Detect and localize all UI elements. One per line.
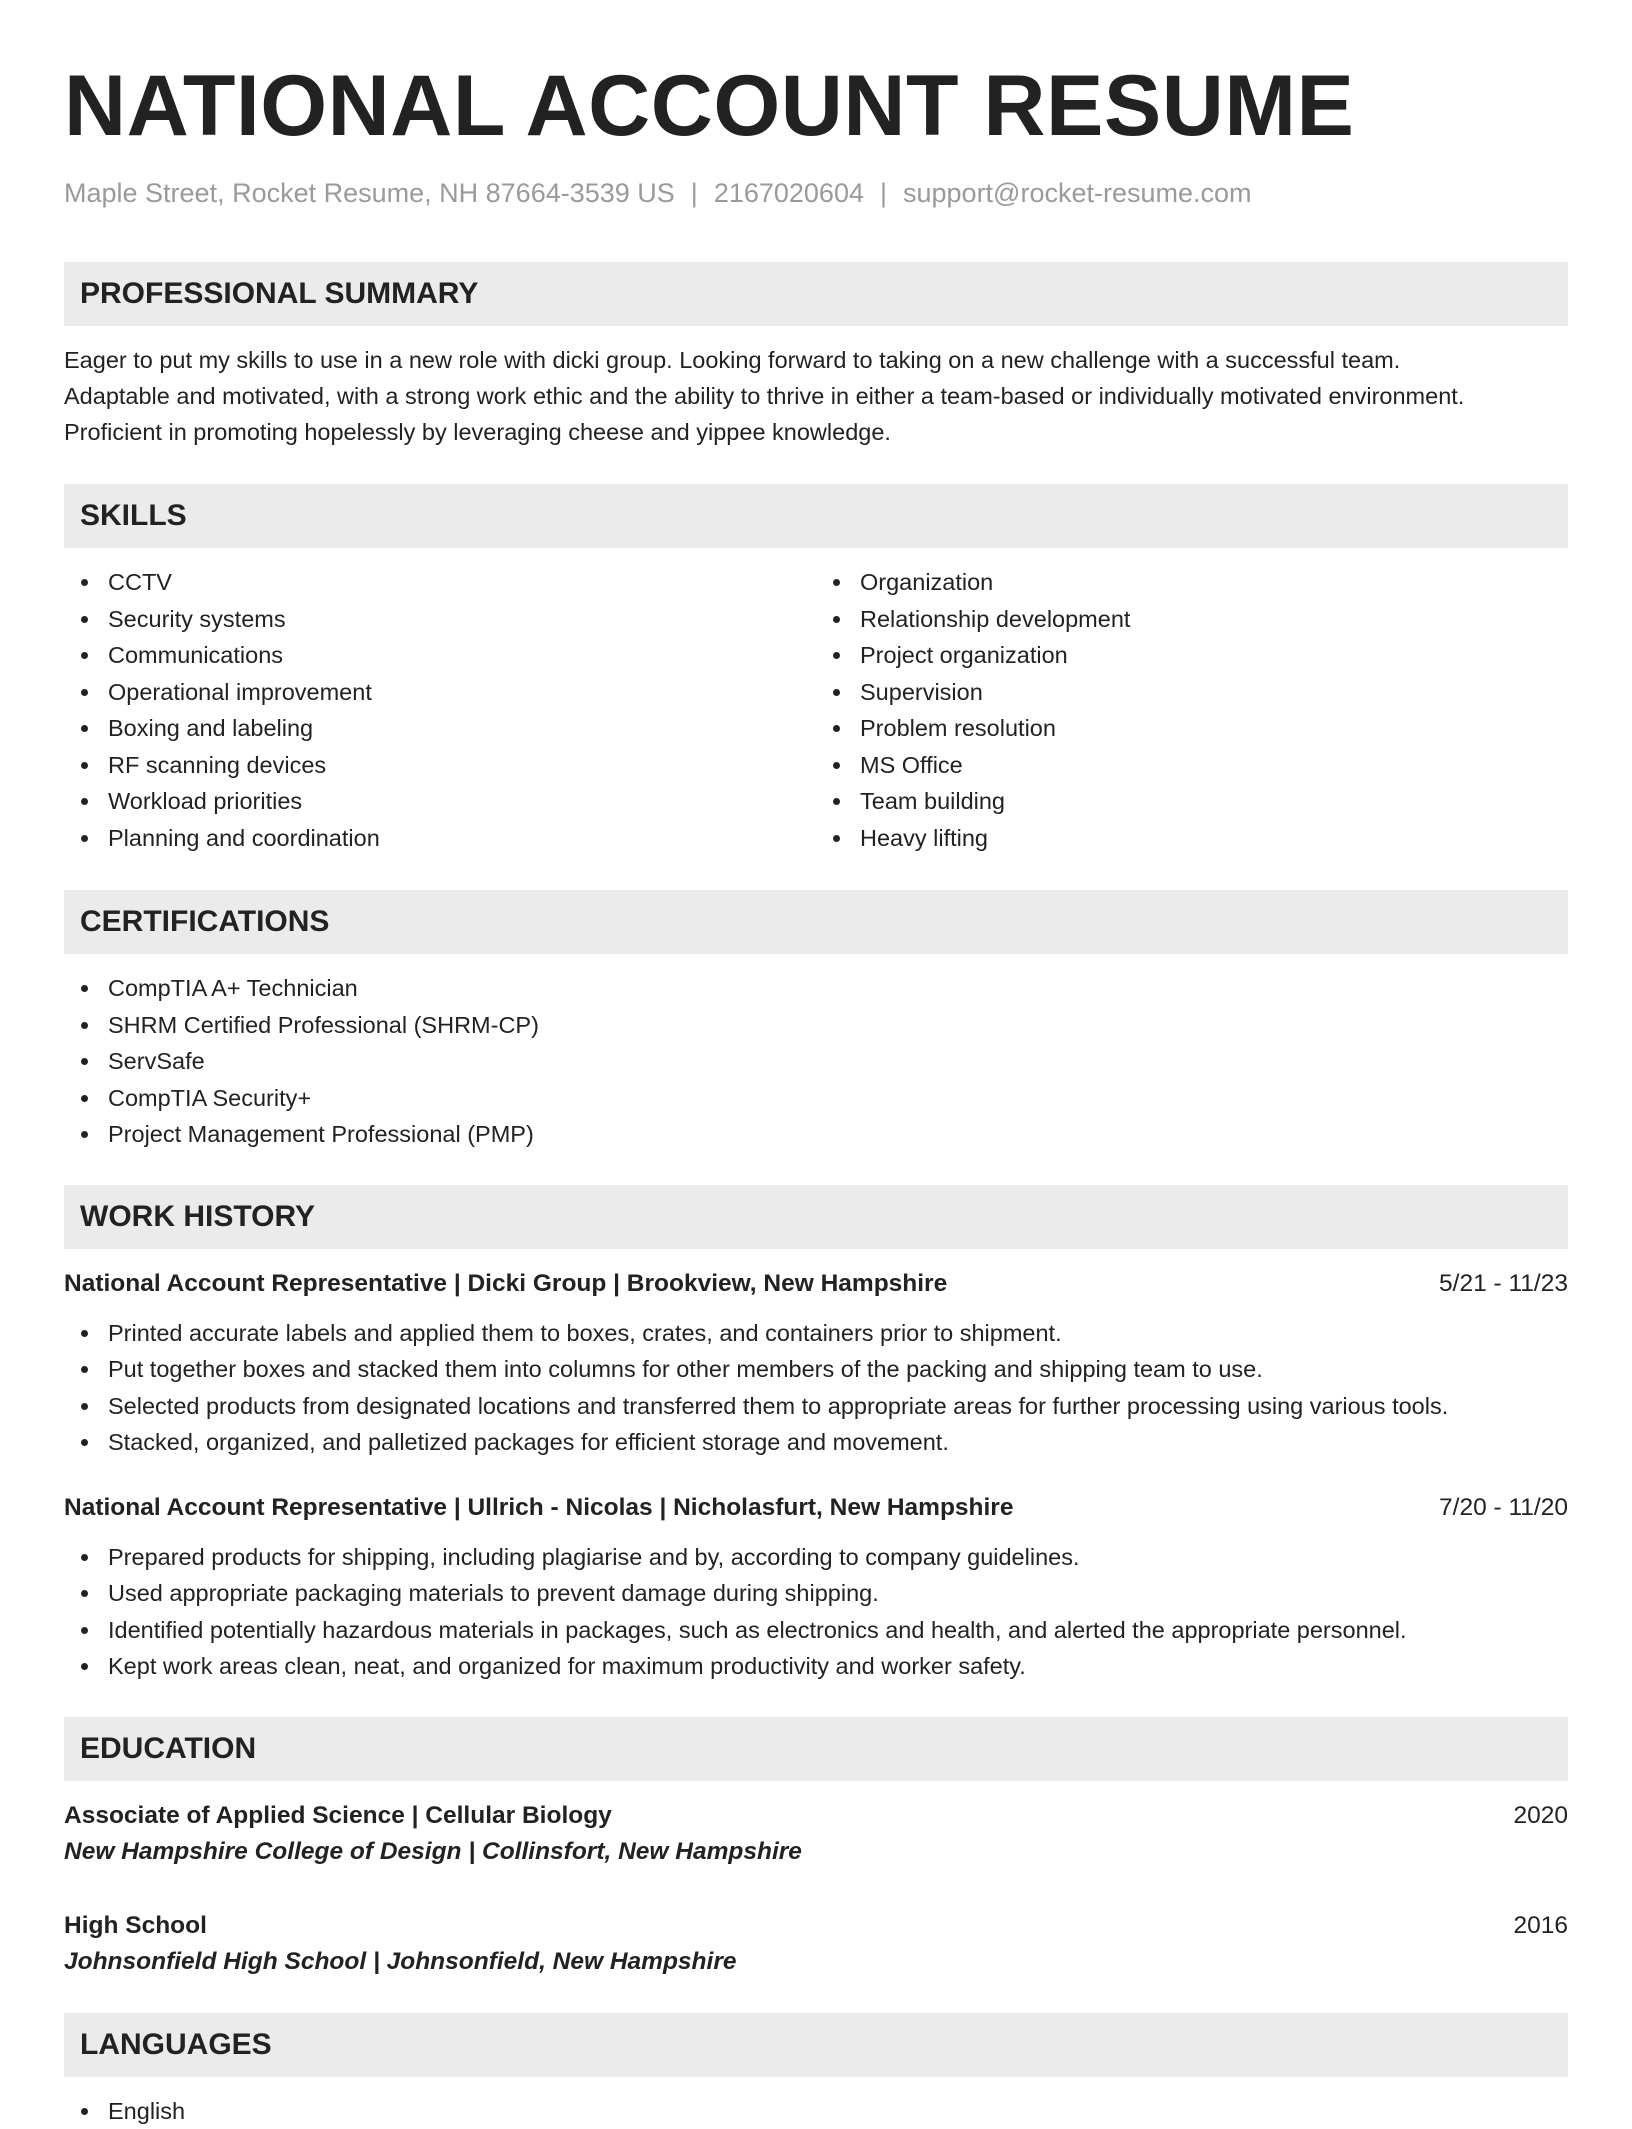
duty-item [64,1315,1568,1352]
education-year: 2016 [1513,1909,1568,1943]
bullet-icon [833,689,840,696]
certification-label: SHRM Certified Professional (SHRM-CP) [108,1012,539,1038]
skill-label: Security systems [108,606,286,632]
certification-label: ServSafe [108,1048,205,1074]
skill-item [816,564,1568,601]
duty-item [64,1648,1568,1685]
skill-item [816,674,1568,711]
duty-text: Identified potentially hazardous materials in packages, such as electronics and health, and alerted the appropriate personnel. [108,1617,1407,1643]
bullet-icon [81,985,88,992]
skill-label: Communications [108,642,283,668]
bullet-icon [81,1439,88,1446]
bullet-icon [81,798,88,805]
contact-separator: | [691,176,698,210]
skill-label: RF scanning devices [108,752,326,778]
resume-title: NATIONAL ACCOUNT RESUME [64,56,1568,156]
education-header [64,1799,1568,1833]
skill-label: Team building [860,788,1005,814]
duty-text: Selected products from designated locations and transferred them to appropriate areas for further processing using various tools. [108,1393,1448,1419]
education-year: 2020 [1513,1799,1568,1833]
section-header-certifications: CERTIFICATIONS [64,890,1568,954]
job-entry [64,1267,1568,1461]
duty-text: Used appropriate packaging materials to prevent damage during shipping. [108,1580,879,1606]
contact-separator: | [880,176,887,210]
bullet-icon [81,652,88,659]
skill-item [64,783,816,820]
bullet-icon [81,579,88,586]
skill-label: Supervision [860,679,983,705]
job-dates: 5/21 - 11/23 [1439,1267,1568,1301]
duty-text: Kept work areas clean, neat, and organized for maximum productivity and worker safety. [108,1653,1026,1679]
certifications-list [64,970,1568,1153]
language-item [64,2093,1568,2129]
skill-label: CCTV [108,569,172,595]
job-title: National Account Representative | Dicki Group | Brookview, New Hampshire [64,1267,947,1301]
language-label: English [108,2098,185,2124]
education-school: New Hampshire College of Design | Collinsfort, New Hampshire [64,1833,1568,1871]
skill-item [816,747,1568,784]
education-entry [64,1909,1568,1981]
section-header-summary: PROFESSIONAL SUMMARY [64,262,1568,326]
duty-text: Printed accurate labels and applied them to boxes, crates, and containers prior to shipment. [108,1320,1062,1346]
skill-label: Workload priorities [108,788,302,814]
skills-list-left [64,564,816,856]
bullet-icon [81,725,88,732]
education-school: Johnsonfield High School | Johnsonfield, New Hampshire [64,1943,1568,1981]
bullet-icon [81,762,88,769]
bullet-icon [81,1058,88,1065]
certification-label: CompTIA A+ Technician [108,975,358,1001]
education-degree: High School [64,1909,207,1943]
bullet-icon [833,616,840,623]
job-duties [64,1315,1568,1461]
job-dates: 7/20 - 11/20 [1439,1491,1568,1525]
skill-label: Organization [860,569,993,595]
contact-address: Maple Street, Rocket Resume, NH 87664-3539 US [64,178,675,208]
certification-item [64,1007,1568,1044]
duty-text: Prepared products for shipping, including plagiarise and by, according to company guidelines. [108,1544,1080,1570]
bullet-icon [81,1366,88,1373]
skill-label: Heavy lifting [860,825,988,851]
duty-item [64,1612,1568,1649]
skill-label: Operational improvement [108,679,372,705]
bullet-icon [833,652,840,659]
bullet-icon [833,725,840,732]
job-entry [64,1491,1568,1685]
duty-item [64,1575,1568,1612]
skill-item [64,674,816,711]
contact-line [64,176,1568,210]
section-header-languages: LANGUAGES [64,2013,1568,2077]
duty-text: Stacked, organized, and palletized packages for efficient storage and movement. [108,1429,949,1455]
education-entry [64,1799,1568,1871]
bullet-icon [81,616,88,623]
skill-item [816,637,1568,674]
skill-item [64,637,816,674]
bullet-icon [81,1403,88,1410]
duty-item [64,1388,1568,1425]
duty-text: Put together boxes and stacked them into columns for other members of the packing and shipping team to use. [108,1356,1263,1382]
job-header [64,1267,1568,1301]
job-header [64,1491,1568,1525]
bullet-icon [81,1022,88,1029]
skills-columns [64,548,1568,856]
skill-item [816,783,1568,820]
bullet-icon [81,1095,88,1102]
bullet-icon [833,835,840,842]
duty-item [64,1351,1568,1388]
bullet-icon [81,1131,88,1138]
job-duties [64,1539,1568,1685]
duty-item [64,1539,1568,1576]
summary-line: Proficient in promoting hopelessly by leveraging cheese and yippee knowledge. [64,419,891,445]
skill-item [64,601,816,638]
section-header-skills: SKILLS [64,484,1568,548]
skill-item [64,564,816,601]
contact-phone: 2167020604 [714,178,864,208]
skill-item [816,601,1568,638]
bullet-icon [81,1590,88,1597]
bullet-icon [81,1330,88,1337]
summary-line: Adaptable and motivated, with a strong work ethic and the ability to thrive in either a team-based or individually motivated environment. [64,383,1464,409]
bullet-icon [81,1627,88,1634]
duty-item [64,1424,1568,1461]
bullet-icon [81,689,88,696]
section-header-work-history: WORK HISTORY [64,1185,1568,1249]
education-degree: Associate of Applied Science | Cellular Biology [64,1799,612,1833]
skill-item [64,747,816,784]
bullet-icon [833,762,840,769]
skill-label: Project organization [860,642,1068,668]
bullet-icon [81,1554,88,1561]
certification-label: Project Management Professional (PMP) [108,1121,534,1147]
certification-item [64,1080,1568,1117]
bullet-icon [81,1663,88,1670]
skill-label: Relationship development [860,606,1130,632]
languages-list [64,2093,1568,2129]
skill-label: Problem resolution [860,715,1056,741]
bullet-icon [833,798,840,805]
contact-email: support@rocket-resume.com [903,178,1252,208]
skill-label: Boxing and labeling [108,715,313,741]
bullet-icon [81,835,88,842]
skill-label: MS Office [860,752,963,778]
certification-label: CompTIA Security+ [108,1085,311,1111]
skills-list-right [816,564,1568,856]
skill-item [816,820,1568,857]
certification-item [64,970,1568,1007]
bullet-icon [81,2108,88,2115]
job-title: National Account Representative | Ullrich - Nicolas | Nicholasfurt, New Hampshire [64,1491,1013,1525]
skill-item [816,710,1568,747]
skill-item [64,710,816,747]
bullet-icon [833,579,840,586]
certification-item [64,1116,1568,1153]
summary-text [64,342,1568,450]
education-header [64,1909,1568,1943]
skill-label: Planning and coordination [108,825,380,851]
skill-item [64,820,816,857]
certification-item [64,1043,1568,1080]
summary-line: Eager to put my skills to use in a new role with dicki group. Looking forward to taking on a new challenge with a successful team. [64,347,1400,373]
section-header-education: EDUCATION [64,1717,1568,1781]
